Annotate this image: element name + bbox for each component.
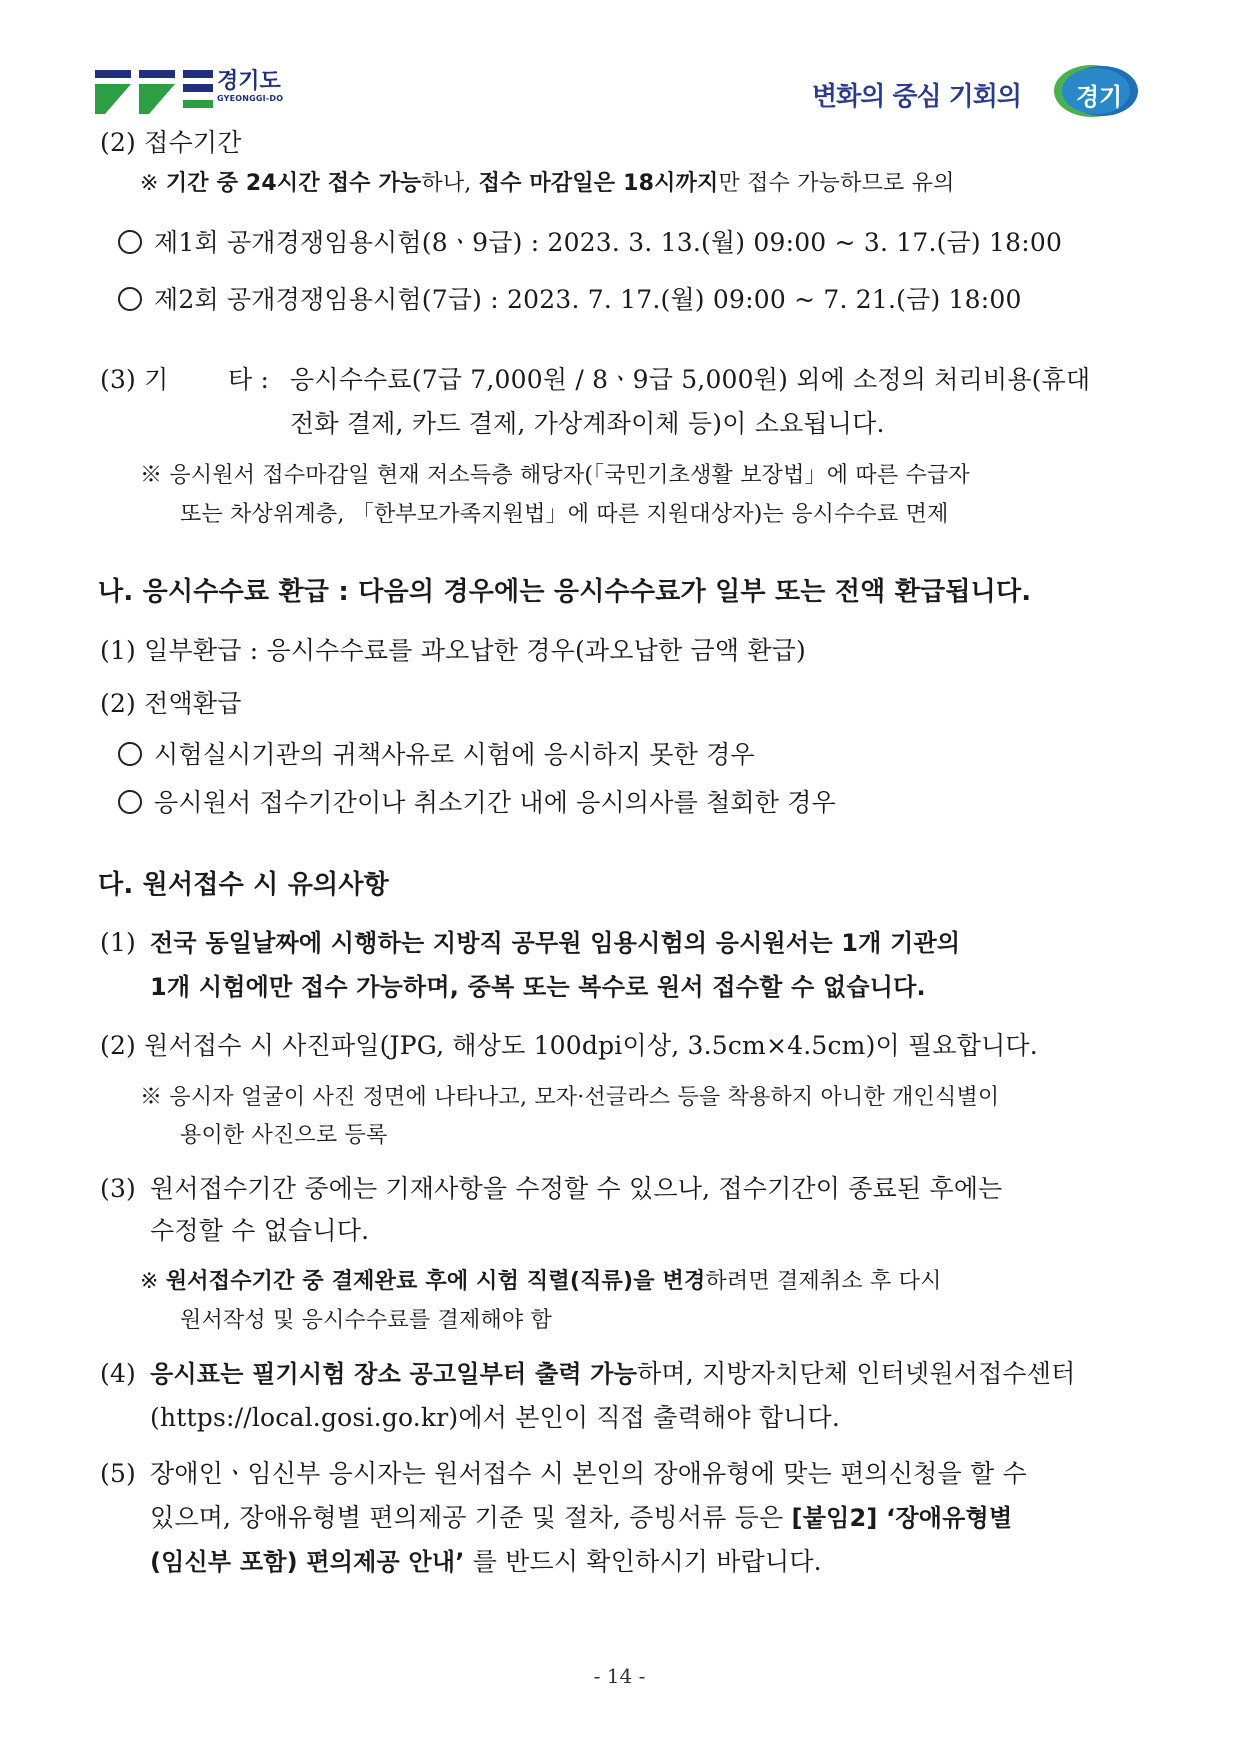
circle-bullet-icon bbox=[118, 790, 142, 814]
section-3-note-1 bbox=[140, 461, 970, 491]
item-1-line-1: 전국 동일날짜에 시행하는 지방직 공무원 임용시험의 응시원서는 1개 기관의 bbox=[150, 929, 961, 957]
logo-text bbox=[217, 70, 283, 103]
section-3-label: (3) 기 bbox=[100, 365, 169, 394]
note-bold: 원서접수기간 중 결제완료 후에 시험 직렬(직류)을 변경 bbox=[165, 1269, 706, 1294]
item-1-line-2: 1개 시험에만 접수 가능하며, 중복 또는 복수로 원서 접수할 수 없습니다. bbox=[150, 973, 926, 1001]
note-mark: ※ bbox=[140, 1269, 159, 1294]
note-mark: ※ bbox=[140, 463, 163, 488]
section-2-note bbox=[140, 169, 955, 199]
heading-na: 나. 응시수수료 환급 : 다음의 경우에는 응시수수료가 일부 또는 전액 환급됩니다. bbox=[98, 577, 1032, 607]
page-number: - 14 - bbox=[593, 1664, 646, 1688]
item-2-note-2: 용이한 사진으로 등록 bbox=[180, 1123, 388, 1148]
note-text: 응시자 얼굴이 사진 정면에 나타나고, 모자·선글라스 등을 착용하지 아니한 개인식별이 bbox=[169, 1085, 1000, 1110]
item-3-num: (3) bbox=[100, 1174, 137, 1203]
logo-korean: 경기도 bbox=[217, 69, 281, 94]
note-bold-2: 접수 마감일은 18시까지 bbox=[478, 171, 719, 196]
note-end: 만 접수 가능하므로 유의 bbox=[718, 171, 955, 196]
circle-bullet-icon bbox=[118, 742, 142, 766]
badge-label: 경기 bbox=[1075, 83, 1123, 111]
note-bold-1: 기간 중 24시간 접수 가능 bbox=[165, 171, 422, 196]
refund-case-1: 시험실시기관의 귀책사유로 시험에 응시하지 못한 경우 bbox=[154, 740, 755, 769]
section-2-title: (2) 접수기간 bbox=[100, 128, 242, 157]
section-3-label-2: 타 : bbox=[228, 365, 270, 394]
circle-bullet-icon bbox=[118, 287, 142, 311]
item-4-line-1 bbox=[150, 1359, 1075, 1389]
item-5-rest: 를 반드시 확인하시기 바랍니다. bbox=[464, 1547, 822, 1576]
item-3-line-2: 수정할 수 없습니다. bbox=[150, 1216, 370, 1245]
item-2: (2) 원서접수 시 사진파일(JPG, 해상도 100dpi이상, 3.5cm×4.5cm)이 필요합니다. bbox=[100, 1031, 1038, 1060]
note-rest: 하려면 결제취소 후 다시 bbox=[705, 1269, 942, 1294]
item-2-note-1 bbox=[140, 1083, 999, 1113]
slogan: 변화의 중심 기회의 bbox=[812, 82, 1022, 112]
schedule-round-1: 제1회 공개경쟁임용시험(8ㆍ9급) : 2023. 3. 13.(월) 09:00 ~ 3. 17.(금) 18:00 bbox=[154, 228, 1063, 257]
list-item bbox=[118, 228, 1062, 258]
refund-full-title: (2) 전액환급 bbox=[100, 689, 242, 718]
page-header bbox=[0, 0, 1239, 130]
item-3-note-2: 원서작성 및 응시수수료를 결제해야 함 bbox=[180, 1308, 553, 1333]
refund-partial: (1) 일부환급 : 응시수수료를 과오납한 경우(과오납한 금액 환급) bbox=[100, 636, 806, 665]
list-item bbox=[118, 285, 1022, 315]
item-3-note-1 bbox=[140, 1267, 942, 1297]
note-mark: ※ bbox=[140, 1085, 163, 1110]
note-text: 응시원서 접수마감일 현재 저소득층 해당자(「국민기초생활 보장법」에 따른 수급자 bbox=[169, 463, 970, 488]
item-4-num: (4) bbox=[100, 1359, 137, 1388]
item-5-line-3 bbox=[150, 1547, 822, 1577]
note-mark: ※ bbox=[140, 171, 159, 196]
item-5-num: (5) bbox=[100, 1459, 137, 1488]
heading-da: 다. 원서접수 시 유의사항 bbox=[98, 870, 389, 900]
section-3-note-2: 또는 차상위계층, 「한부모가족지원법」에 따른 지원대상자)는 응시수수료 면제 bbox=[180, 502, 949, 527]
section-3-text-1: 응시수수료(7급 7,000원 / 8ㆍ9급 5,000원) 외에 소정의 처리비용(휴대 bbox=[290, 365, 1091, 394]
section-3-text-2: 전화 결제, 카드 결제, 가상계좌이체 등)이 소요됩니다. bbox=[290, 409, 885, 438]
item-5-line-1: 장애인ㆍ임신부 응시자는 원서접수 시 본인의 장애유형에 맞는 편의신청을 할 수 bbox=[150, 1459, 1027, 1488]
circle-bullet-icon bbox=[118, 230, 142, 254]
item-5-bold: [붙임2] ‘장애유형별 bbox=[791, 1504, 1013, 1532]
note-mid: 하나, bbox=[421, 171, 479, 196]
item-3-line-1: 원서접수기간 중에는 기재사항을 수정할 수 있으나, 접수기간이 종료된 후에는 bbox=[150, 1174, 1003, 1203]
list-item bbox=[118, 788, 836, 818]
item-5-bold-2: (임신부 포함) 편의제공 안내’ bbox=[150, 1548, 465, 1576]
item-4-rest: 하며, 지방자치단체 인터넷원서접수센터 bbox=[637, 1359, 1076, 1388]
refund-case-2: 응시원서 접수기간이나 취소기간 내에 응시의사를 철회한 경우 bbox=[154, 788, 836, 817]
item-1-num: (1) bbox=[100, 928, 137, 957]
item-4-line-2: (https://local.gosi.go.kr)에서 본인이 직접 출력해야 합니다. bbox=[150, 1403, 841, 1432]
logo-english: GYEONGGI-DO bbox=[217, 94, 284, 103]
item-4-bold: 응시표는 필기시험 장소 공고일부터 출력 가능 bbox=[150, 1360, 638, 1388]
list-item bbox=[118, 740, 755, 770]
schedule-round-2: 제2회 공개경쟁임용시험(7급) : 2023. 7. 17.(월) 09:00 ~ 7. 21.(금) 18:00 bbox=[154, 285, 1022, 314]
item-5-text: 있으며, 장애유형별 편의제공 기준 및 절차, 증빙서류 등은 bbox=[150, 1503, 792, 1532]
item-5-line-2 bbox=[150, 1503, 1012, 1533]
